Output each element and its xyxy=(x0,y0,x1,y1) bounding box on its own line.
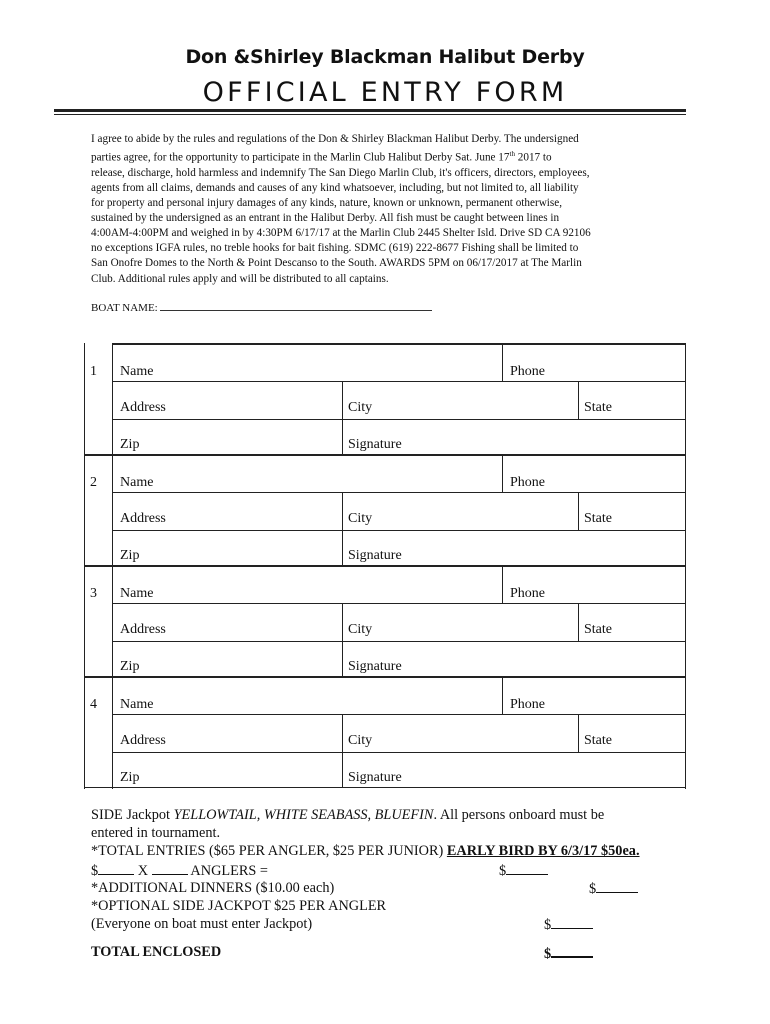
form-title: OFFICIAL ENTRY FORM xyxy=(202,77,568,108)
entry-block xyxy=(84,565,686,676)
agreement-line: 4:00AM-4:00PM and weighed in by 4:30PM 6/17/17 at the Marlin Club 2445 Shelter Isld. Drive SD CA 92106 xyxy=(91,227,591,240)
name-label[interactable]: Name xyxy=(120,475,154,490)
optional-jackpot-line: *OPTIONAL SIDE JACKPOT $25 PER ANGLER xyxy=(91,897,387,914)
agreement-line: no exceptions IGFA rules, no treble hooks for bait fishing. SDMC (619) 222-8677 Fishing shall be limited to xyxy=(91,242,579,255)
entry-number: 4 xyxy=(90,697,97,712)
entry-top-line xyxy=(112,343,686,345)
boat-name-field[interactable] xyxy=(91,300,432,314)
signature-label[interactable]: Signature xyxy=(348,437,402,452)
side-jackpot-line: SIDE Jackpot YELLOWTAIL, WHITE SEABASS, BLUEFIN. All persons onboard must be xyxy=(91,807,605,823)
city-label[interactable]: City xyxy=(348,400,373,415)
jackpot-note-line: (Everyone on boat must enter Jackpot) $ xyxy=(91,915,691,933)
phone-label[interactable]: Phone xyxy=(510,586,545,601)
early-bird-note: EARLY BIRD BY 6/3/17 $50ea. xyxy=(446,843,640,860)
signature-label[interactable]: Signature xyxy=(348,659,402,674)
entries-calculation: $ X ANGLERS = $ xyxy=(91,861,691,879)
jackpot-total-input[interactable] xyxy=(551,915,593,929)
fish-species: YELLOWTAIL, WHITE SEABASS, BLUEFIN xyxy=(173,807,434,823)
payment-section xyxy=(91,806,691,962)
entries-table xyxy=(84,343,686,789)
entries-total-input[interactable] xyxy=(506,861,548,875)
name-label[interactable]: Name xyxy=(120,586,154,601)
address-label[interactable]: Address xyxy=(120,400,166,415)
agreement-text xyxy=(91,132,691,287)
zip-label[interactable]: Zip xyxy=(120,437,140,452)
phone-label[interactable]: Phone xyxy=(510,364,545,379)
zip-label[interactable]: Zip xyxy=(120,659,140,674)
table-bottom-line xyxy=(84,787,686,788)
entry-block xyxy=(84,343,686,454)
state-label[interactable]: State xyxy=(584,733,612,748)
title-rule-thick xyxy=(54,109,686,112)
name-label[interactable]: Name xyxy=(120,364,154,379)
side-jackpot-line-2: entered in tournament. xyxy=(91,825,221,842)
state-label[interactable]: State xyxy=(584,622,612,637)
state-label[interactable]: State xyxy=(584,400,612,415)
derby-title: Don &Shirley Blackman Halibut Derby xyxy=(185,46,585,68)
agreement-line: sustained by the undersigned as an entrant in the Halibut Derby. All fish must be caught between lines in xyxy=(91,212,560,225)
address-label[interactable]: Address xyxy=(120,511,166,526)
entry-fee-input[interactable] xyxy=(98,861,134,875)
boat-name-label: BOAT NAME: xyxy=(91,302,158,314)
city-label[interactable]: City xyxy=(348,622,373,637)
entry-number: 2 xyxy=(90,475,97,490)
city-label[interactable]: City xyxy=(348,511,373,526)
agreement-line: agents from all claims, demands and causes of any kind whatsoever, including, but not limited to, all liability xyxy=(91,182,579,195)
total-enclosed-line: TOTAL ENCLOSED $ xyxy=(91,943,691,961)
agreement-line: San Onofre Domes to the North & Point Descanso to the South. AWARDS 5PM on 06/17/2017 at The Marlin xyxy=(91,257,582,270)
name-label[interactable]: Name xyxy=(120,697,154,712)
agreement-line: for property and personal injury damages of any kinds, nature, known or unknown, permanent otherwise, xyxy=(91,197,562,210)
entry-block xyxy=(84,676,686,787)
phone-label[interactable]: Phone xyxy=(510,697,545,712)
agreement-line: parties agree, for the opportunity to participate in the Marlin Club Halibut Derby Sat. June 17th 2017 to xyxy=(91,150,552,164)
address-label[interactable]: Address xyxy=(120,733,166,748)
entry-top-line xyxy=(84,454,686,456)
signature-label[interactable]: Signature xyxy=(348,770,402,785)
agreement-line: Club. Additional rules apply and will be distributed to all captains. xyxy=(91,272,389,285)
total-entries-line: *TOTAL ENTRIES ($65 PER ANGLER, $25 PER JUNIOR) EARLY BIRD BY 6/3/17 $50ea. xyxy=(91,843,640,860)
state-label[interactable]: State xyxy=(584,511,612,526)
phone-label[interactable]: Phone xyxy=(510,475,545,490)
city-label[interactable]: City xyxy=(348,733,373,748)
address-label[interactable]: Address xyxy=(120,622,166,637)
entry-top-line xyxy=(84,676,686,678)
signature-label[interactable]: Signature xyxy=(348,548,402,563)
zip-label[interactable]: Zip xyxy=(120,770,140,785)
dinners-total-input[interactable] xyxy=(596,879,638,893)
agreement-line: release, discharge, hold harmless and indemnify The San Diego Marlin Club, it's officers, directors, employees, xyxy=(91,166,590,179)
anglers-count-input[interactable] xyxy=(152,861,188,875)
title-rule-thin xyxy=(54,114,686,115)
entry-top-line xyxy=(84,565,686,567)
boat-name-input-line[interactable] xyxy=(160,300,432,311)
entry-number: 1 xyxy=(90,364,97,379)
dinners-line: *ADDITIONAL DINNERS ($10.00 each) $ xyxy=(91,879,691,897)
total-enclosed-input[interactable] xyxy=(551,943,593,958)
zip-label[interactable]: Zip xyxy=(120,548,140,563)
entry-block xyxy=(84,454,686,565)
agreement-line: I agree to abide by the rules and regulations of the Don & Shirley Blackman Halibut Derby. The undersigned xyxy=(91,133,579,145)
entry-number: 3 xyxy=(90,586,97,601)
